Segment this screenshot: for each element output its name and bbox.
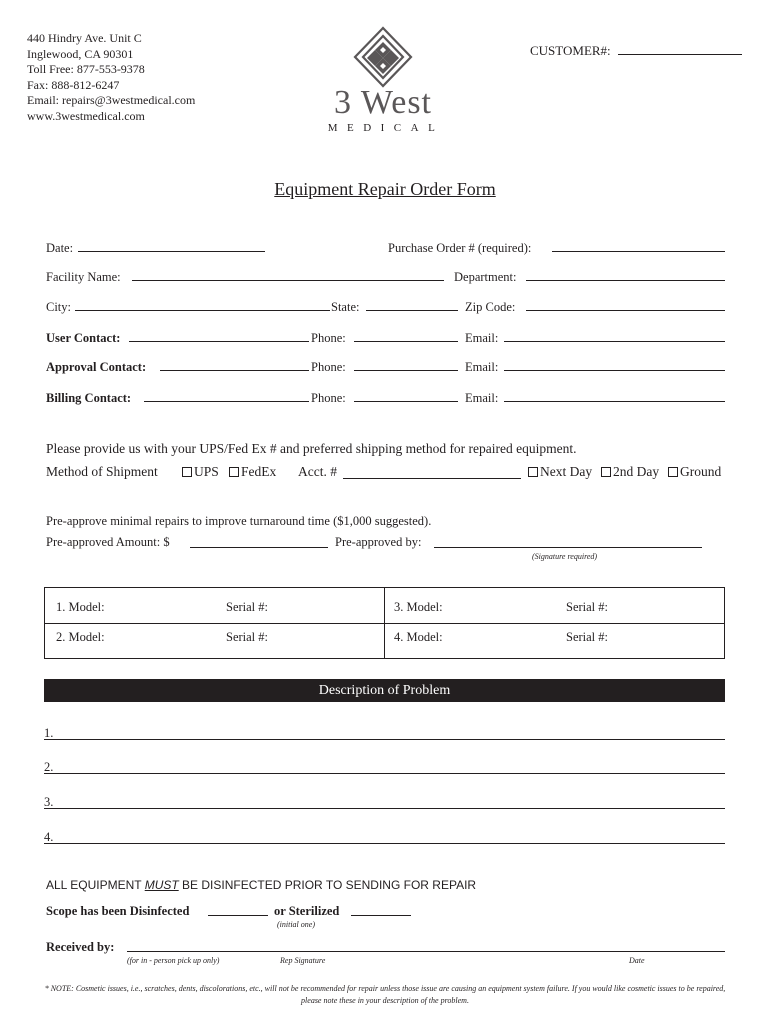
description-line-1[interactable]: [44, 739, 725, 740]
acct-field[interactable]: [343, 478, 521, 479]
zip-label: Zip Code:: [465, 300, 516, 314]
sterilized-label: or Sterilized: [274, 904, 340, 918]
ground-checkbox[interactable]: [668, 467, 678, 477]
second-day-option[interactable]: 2nd Day: [601, 464, 659, 480]
received-by-label: Received by:: [46, 940, 115, 954]
user-contact-label: User Contact:: [46, 331, 121, 345]
scope-disinfected-label: Scope has been Disinfected: [46, 904, 190, 918]
po-field[interactable]: [552, 251, 725, 252]
billing-phone-label: Phone:: [311, 391, 346, 405]
zip-field[interactable]: [526, 310, 725, 311]
company-logo: [318, 26, 448, 148]
fedex-option[interactable]: FedEx: [229, 464, 276, 480]
received-by-field[interactable]: [127, 951, 725, 952]
email-line: Email: repairs@3westmedical.com: [27, 93, 196, 108]
state-field[interactable]: [366, 310, 458, 311]
logo-diamond-icon: [353, 26, 413, 88]
approval-email-label: Email:: [465, 360, 499, 374]
serial-2-label[interactable]: Serial #:: [226, 630, 269, 644]
po-label: Purchase Order # (required):: [388, 241, 532, 255]
description-header: Description of Problem: [44, 679, 725, 702]
sterilized-initial[interactable]: [351, 915, 411, 916]
initial-one-note: (initial one): [277, 920, 315, 929]
company-address: [27, 31, 195, 125]
preapproved-by-field[interactable]: [434, 547, 702, 548]
description-line-1-label: 1.: [44, 726, 54, 740]
user-email-field[interactable]: [504, 341, 725, 342]
logo-name: 3 West: [333, 84, 433, 121]
models-table: [44, 587, 725, 659]
signature-required-note: (Signature required): [532, 552, 598, 561]
approval-contact-label: Approval Contact:: [46, 360, 147, 374]
address-line: Inglewood, CA 90301: [27, 46, 134, 61]
user-email-label: Email:: [465, 331, 499, 345]
logo-subtitle: MEDICAL: [327, 122, 445, 134]
preapproved-amount-field[interactable]: [190, 547, 328, 548]
approval-phone-label: Phone:: [311, 360, 346, 374]
approval-phone-field[interactable]: [354, 370, 458, 371]
billing-phone-field[interactable]: [354, 401, 458, 402]
date-signature-label: Date: [629, 956, 645, 965]
description-line-4[interactable]: [44, 843, 725, 844]
customer-number-field[interactable]: [530, 43, 742, 59]
model-3-label[interactable]: 3. Model:: [394, 600, 443, 614]
description-line-3-label: 3.: [44, 795, 54, 809]
approval-email-field[interactable]: [504, 370, 725, 371]
serial-3-label[interactable]: Serial #:: [566, 600, 609, 614]
department-label: Department:: [454, 270, 517, 284]
ups-option[interactable]: UPS: [182, 464, 219, 480]
date-field[interactable]: [78, 251, 265, 252]
billing-contact-label: Billing Contact:: [46, 391, 132, 405]
facility-label: Facility Name:: [46, 270, 121, 284]
state-label: State:: [331, 300, 360, 314]
ground-option[interactable]: Ground: [668, 464, 721, 480]
description-line-3[interactable]: [44, 808, 725, 809]
ups-checkbox[interactable]: [182, 467, 192, 477]
serial-4-label[interactable]: Serial #:: [566, 630, 609, 644]
user-phone-label: Phone:: [311, 331, 346, 345]
billing-email-label: Email:: [465, 391, 499, 405]
pickup-note: (for in - person pick up only): [127, 956, 220, 965]
serial-1-label[interactable]: Serial #:: [226, 600, 269, 614]
billing-email-field[interactable]: [504, 401, 725, 402]
next-day-checkbox[interactable]: [528, 467, 538, 477]
department-field[interactable]: [526, 280, 725, 281]
user-phone-field[interactable]: [354, 341, 458, 342]
cosmetic-note: * NOTE: Cosmetic issues, i.e., scratches, dents, discolorations, etc., will not be recommended for repair unless those issue are causing an equipment system failure. If you would like cosmetic issues to be repaired, please note these in your description of the problem.: [44, 984, 726, 1005]
phone-line: Toll Free: 877-553-9378: [27, 62, 145, 77]
second-day-checkbox[interactable]: [601, 467, 611, 477]
form-title: Equipment Repair Order Form: [274, 179, 496, 199]
customer-number-line[interactable]: [618, 54, 742, 55]
billing-contact-field[interactable]: [144, 401, 309, 402]
shipping-method-label: Method of Shipment: [46, 464, 158, 479]
description-line-2-label: 2.: [44, 760, 54, 774]
preapproved-by-label: Pre-approved by:: [335, 535, 422, 549]
description-line-2[interactable]: [44, 773, 725, 774]
model-2-label[interactable]: 2. Model:: [56, 630, 105, 644]
description-line-4-label: 4.: [44, 830, 54, 844]
next-day-option[interactable]: Next Day: [528, 464, 592, 480]
approval-contact-field[interactable]: [160, 370, 309, 371]
fax-line: Fax: 888-812-6247: [27, 77, 120, 92]
user-contact-field[interactable]: [129, 341, 309, 342]
disinfect-warning: ALL EQUIPMENT MUST BE DISINFECTED PRIOR TO SENDING FOR REPAIR: [46, 878, 477, 892]
scope-disinfected-initial[interactable]: [208, 915, 268, 916]
preapproved-amount-label: Pre-approved Amount: $: [46, 535, 170, 549]
website-line: www.3westmedical.com: [27, 108, 145, 123]
acct-label: Acct. #: [298, 464, 337, 479]
address-line: 440 Hindry Ave. Unit C: [27, 31, 142, 45]
city-field[interactable]: [75, 310, 330, 311]
model-4-label[interactable]: 4. Model:: [394, 630, 443, 644]
shipping-prompt: Please provide us with your UPS/Fed Ex # and preferred shipping method for repaired equipment.: [46, 441, 577, 456]
customer-label: CUSTOMER#:: [530, 43, 611, 58]
model-1-label[interactable]: 1. Model:: [56, 600, 105, 614]
date-label: Date:: [46, 241, 74, 255]
city-label: City:: [46, 300, 72, 314]
fedex-checkbox[interactable]: [229, 467, 239, 477]
rep-signature-label: Rep Signature: [280, 956, 326, 965]
facility-field[interactable]: [132, 280, 444, 281]
preapprove-text: Pre-approve minimal repairs to improve turnaround time ($1,000 suggested).: [46, 514, 432, 528]
